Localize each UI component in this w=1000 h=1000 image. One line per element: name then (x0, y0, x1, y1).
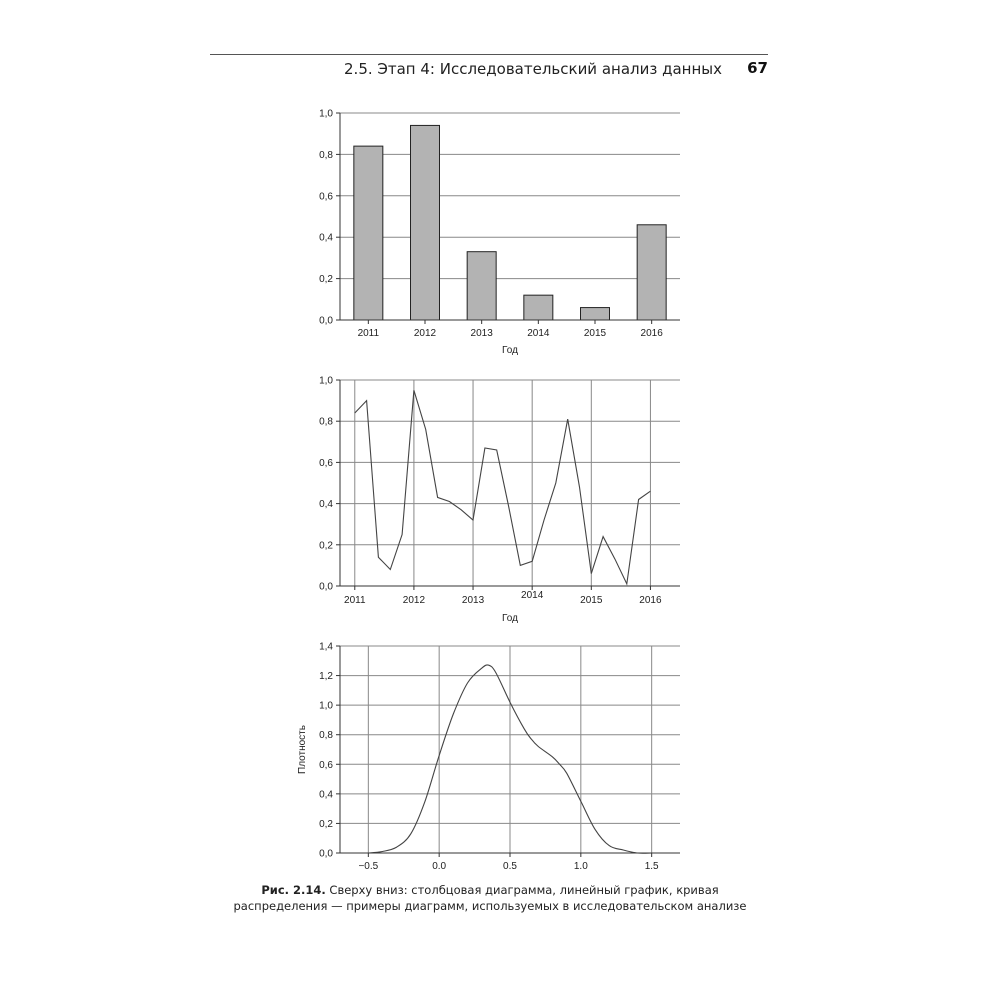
x-tick-label: 2011 (357, 328, 380, 339)
y-tick-label: 0,4 (319, 499, 333, 511)
bar (354, 146, 383, 320)
y-tick-label: 1,0 (319, 108, 333, 120)
caption-text: Сверху вниз: столбцовая диаграмма, линейный график, кривая распределения — примеры диаграмм, используемых в исследовательском анализе (233, 883, 747, 913)
running-title: 2.5. Этап 4: Исследовательский анализ данных (344, 60, 722, 78)
x-axis-title: Год (502, 613, 518, 624)
x-tick-label: 2011 (344, 595, 366, 606)
x-tick-label: 2014 (527, 328, 550, 339)
y-tick-label: 1,4 (319, 641, 333, 653)
bar (581, 308, 610, 320)
y-tick-label: 0,8 (319, 730, 333, 742)
bar-chart (319, 109, 680, 357)
line-chart (319, 376, 680, 625)
series-line (355, 390, 651, 584)
x-tick-label: 2016 (639, 595, 662, 606)
y-tick-label: 1,2 (319, 671, 333, 683)
bar (411, 125, 440, 320)
y-tick-label: 0,0 (319, 315, 333, 327)
y-tick-label: 0,6 (319, 191, 333, 203)
y-tick-label: 0,2 (319, 540, 333, 552)
x-tick-label: 2016 (640, 328, 663, 339)
x-tick-label: 2012 (402, 595, 426, 606)
bar (637, 225, 666, 320)
y-tick-label: 0,8 (319, 149, 333, 161)
y-tick-label: 0,6 (319, 457, 333, 469)
y-axis-title: Плотность (297, 725, 308, 774)
x-tick-label: 2013 (470, 328, 493, 339)
caption-label: Рис. 2.14. (261, 883, 326, 897)
y-tick-label: 0,4 (319, 789, 333, 801)
x-tick-label: −0.5 (358, 861, 379, 872)
page-number: 67 (747, 59, 768, 77)
x-tick-label: 1.0 (573, 861, 588, 872)
x-tick-label: 2015 (580, 595, 603, 606)
y-tick-label: 0,2 (319, 818, 333, 830)
x-tick-label: 0.5 (503, 861, 517, 872)
figure-caption (225, 882, 755, 914)
x-tick-label: 2014 (521, 590, 544, 601)
y-tick-label: 0,4 (319, 232, 333, 244)
bar (524, 295, 553, 320)
x-tick-label: 2015 (583, 328, 607, 339)
x-axis-title: Год (502, 345, 518, 356)
x-tick-label: 1.5 (644, 861, 659, 872)
y-tick-label: 0,2 (319, 274, 333, 286)
bar (467, 252, 496, 320)
density-chart (297, 642, 680, 873)
x-tick-label: 0.0 (432, 861, 447, 872)
y-tick-label: 0,0 (319, 848, 333, 860)
x-tick-label: 2012 (413, 328, 437, 339)
y-tick-label: 0,8 (319, 416, 333, 428)
y-tick-label: 1,0 (319, 375, 333, 387)
y-tick-label: 0,0 (319, 581, 333, 593)
x-tick-label: 2013 (461, 595, 485, 606)
y-tick-label: 1,0 (319, 700, 333, 712)
y-tick-label: 0,6 (319, 759, 333, 771)
